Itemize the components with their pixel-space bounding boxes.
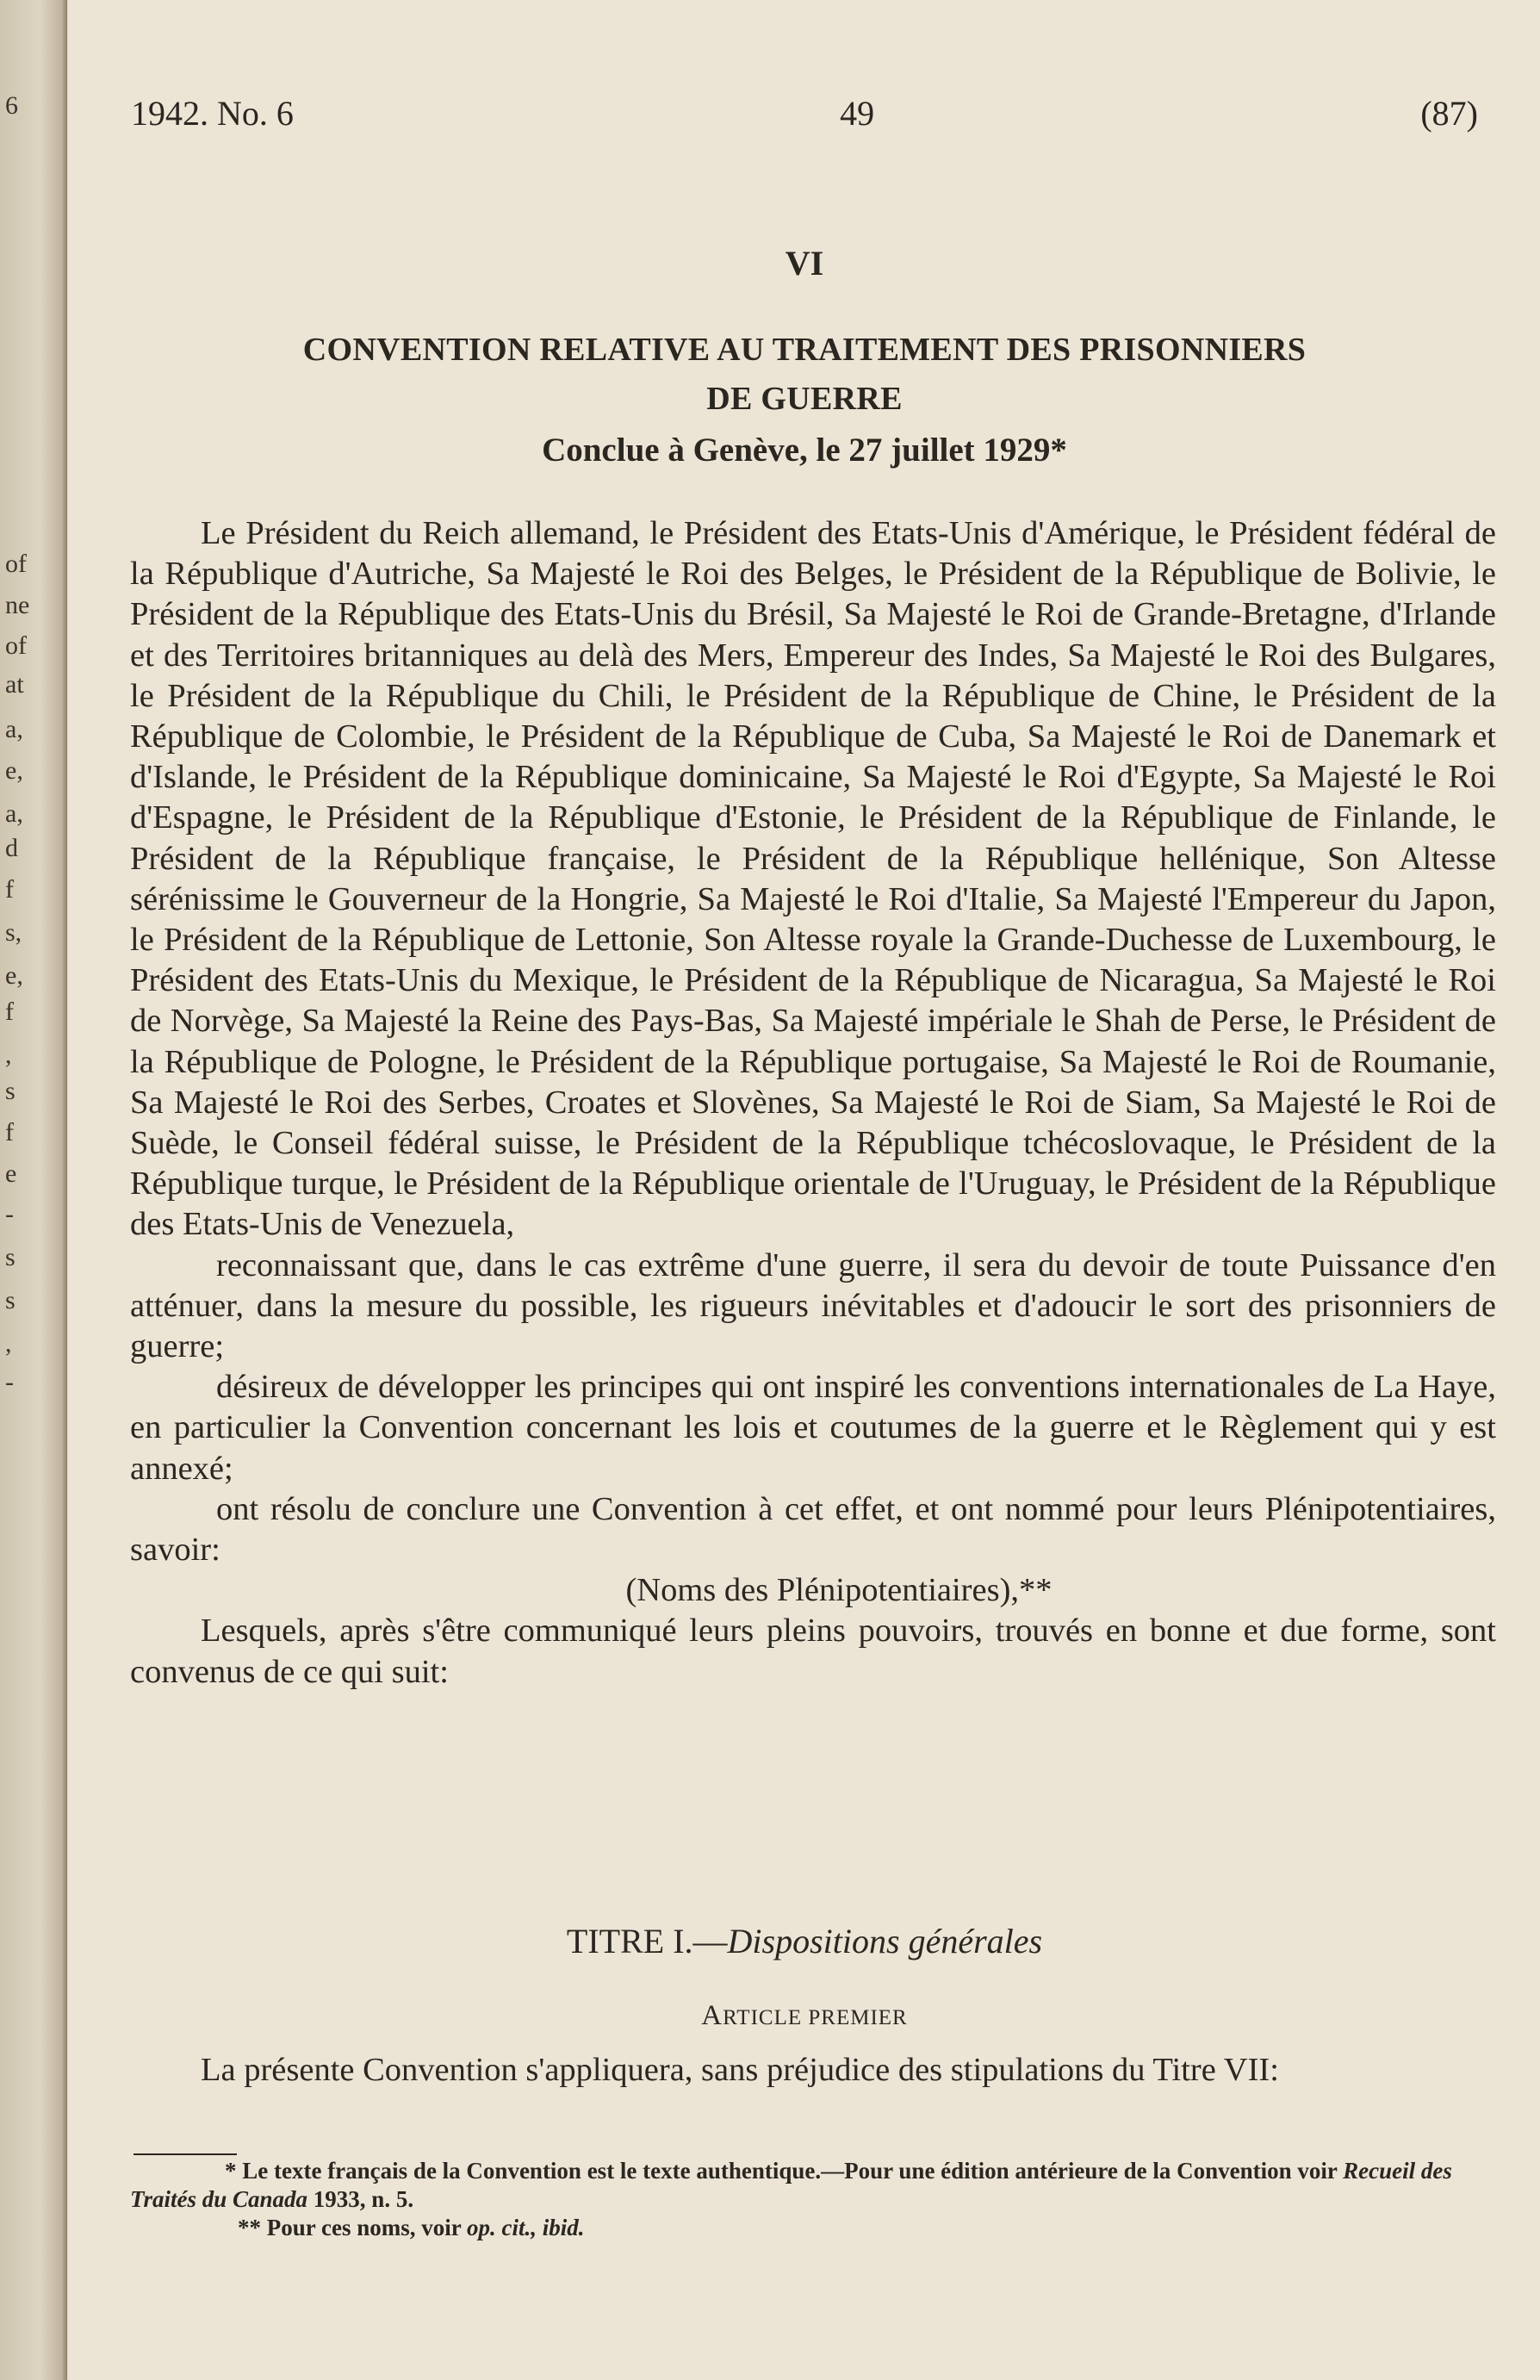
margin-fragment: , [5, 1041, 12, 1069]
adjacent-page-bleed [0, 0, 67, 2380]
margin-fragment: f [5, 875, 14, 904]
margin-fragment: f [5, 997, 14, 1026]
footnote-1-citation: Recueil des Traités du Canada [130, 2158, 1452, 2212]
margin-fragment: e, [5, 756, 23, 785]
reconnaissant-paragraph: reconnaissant que, dans le cas extrême d'une guerre, il sera du devoir de toute Puissance d'en atténuer, dans la mesure du possible, les rigueurs inévitables et d'adoucir le sort des prisonniers de guerre; [130, 1246, 1496, 1365]
footnote-1-text: * Le texte français de la Convention est le texte authentique.—Pour une édition antérieure de la Convention voir [225, 2158, 1344, 2184]
footnotes [130, 2157, 1508, 2242]
margin-fragment: d [5, 834, 18, 862]
margin-fragment: a, [5, 715, 23, 743]
margin-fragment: of [5, 631, 27, 660]
footnote-rule [134, 2153, 237, 2155]
article-heading [69, 2000, 1540, 2032]
desireux-paragraph: désireux de développer les principes qui ont inspiré les conventions internationales de La Haye, en particulier la Convention concernant les lois et coutumes de la guerre et le Règlement qui y est annexé; [130, 1369, 1496, 1487]
document-subtitle: Conclue à Genève, le 27 juillet 1929* [542, 432, 1067, 469]
preamble-body [130, 513, 1496, 1693]
article-rest: RTICLE PREMIER [723, 2006, 908, 2029]
page-header [131, 93, 1478, 134]
margin-fragment: e [5, 1159, 17, 1188]
margin-fragment: a, [5, 799, 23, 828]
footnote-2 [130, 2214, 1508, 2242]
footnote-2-text: ** Pour ces noms, voir [238, 2215, 467, 2240]
margin-fragment: f [5, 1118, 14, 1147]
header-page-number: 49 [840, 94, 875, 133]
margin-fragment: - [5, 1200, 14, 1228]
margin-fragment: s [5, 1286, 16, 1314]
margin-fragment: , [5, 1329, 12, 1358]
margin-fragment: s [5, 1077, 16, 1105]
margin-fragment: at [5, 670, 24, 699]
preamble-paragraph: Le Président du Reich allemand, le Président des Etats-Unis d'Amérique, le Président fédéral de la République d'Autriche, Sa Majesté le Roi des Belges, le Président de la République de Bolivie, le Président de la République des Etats-Unis du Brésil, Sa Majesté le Roi de Grande-Bretagne, d'Irlande et des Territoires britanniques au delà des Mers, Empereur des Indes, Sa Majesté le Roi des Bulgares, le Président de la République du Chili, le Président de la République de Chine, le Président de la République de Colombie, le Président de la République de Cuba, Sa Majesté le Roi de Danemark et d'Islande, le Président de la République dominicaine, Sa Majesté le Roi d'Egypte, Sa Majesté le Roi d'Espagne, le Président de la République d'Estonie, le Président de la République de Finlande, le Président de la République française, le Président de la République hellénique, Son Altesse sérénissime le Gouverneur de la Hongrie, Sa Majesté le Roi d'Italie, Sa Majesté l'Empereur du Japon, le Président de la République de Lettonie, Son Altesse royale la Grande-Duchesse de Luxembourg, le Président des Etats-Unis du Mexique, le Président de la République de Nicaragua, Sa Majesté le Roi de Norvège, Sa Majesté la Reine des Pays-Bas, Sa Majesté impériale le Shah de Perse, le Président de la République de Pologne, le Président de la République portugaise, Sa Majesté le Roi de Roumanie, Sa Majesté le Roi des Serbes, Croates et Slovènes, Sa Majesté le Roi de Siam, Sa Majesté le Roi de Suède, le Conseil fédéral suisse, le Président de la République tchécoslovaque, le Président de la République turque, le Président de la République orientale de l'Uruguay, le Président de la République des Etats-Unis de Venezuela, [130, 515, 1496, 1243]
header-original-page: (87) [1420, 94, 1478, 133]
margin-fragment: s [5, 1243, 16, 1271]
plenipotentiaries-placeholder: (Noms des Plénipotentiaires),** [625, 1572, 1053, 1609]
footnote-1 [130, 2157, 1508, 2214]
article-initial: A [701, 2000, 723, 2031]
document-page [69, 0, 1540, 2380]
titre-heading [69, 1921, 1540, 1961]
margin-fragment: s, [5, 918, 22, 947]
titre-prefix: TITRE I.— [566, 1922, 728, 1961]
section-numeral: VI [785, 244, 824, 283]
title-line-1: CONVENTION RELATIVE AU TRAITEMENT DES PRISONNIERS [302, 332, 1307, 368]
article-body [130, 2050, 1496, 2091]
title-line-2: DE GUERRE [706, 381, 903, 417]
margin-fragment: - [5, 1368, 14, 1396]
margin-fragment: e, [5, 961, 23, 990]
margin-fragment: ne [5, 591, 30, 619]
article-paragraph: La présente Convention s'appliquera, sans préjudice des stipulations du Titre VII: [201, 2052, 1279, 2088]
margin-fragment: of [5, 550, 27, 578]
lesquels-paragraph: Lesquels, après s'être communiqué leurs pleins pouvoirs, trouvés en bonne et due forme, sont convenus de ce qui suit: [130, 1613, 1496, 1690]
document-title [69, 326, 1540, 424]
footnote-1-tail: 1933, n. 5. [307, 2186, 414, 2212]
titre-italic: Dispositions générales [727, 1922, 1043, 1961]
header-year-number: 1942. No. 6 [131, 94, 294, 133]
margin-fragment: 6 [5, 91, 18, 120]
footnote-2-citation: op. cit., ibid. [467, 2215, 585, 2240]
ont-resolu-paragraph: ont résolu de conclure une Convention à cet effet, et ont nommé pour leurs Plénipotentiaires, savoir: [130, 1490, 1496, 1569]
